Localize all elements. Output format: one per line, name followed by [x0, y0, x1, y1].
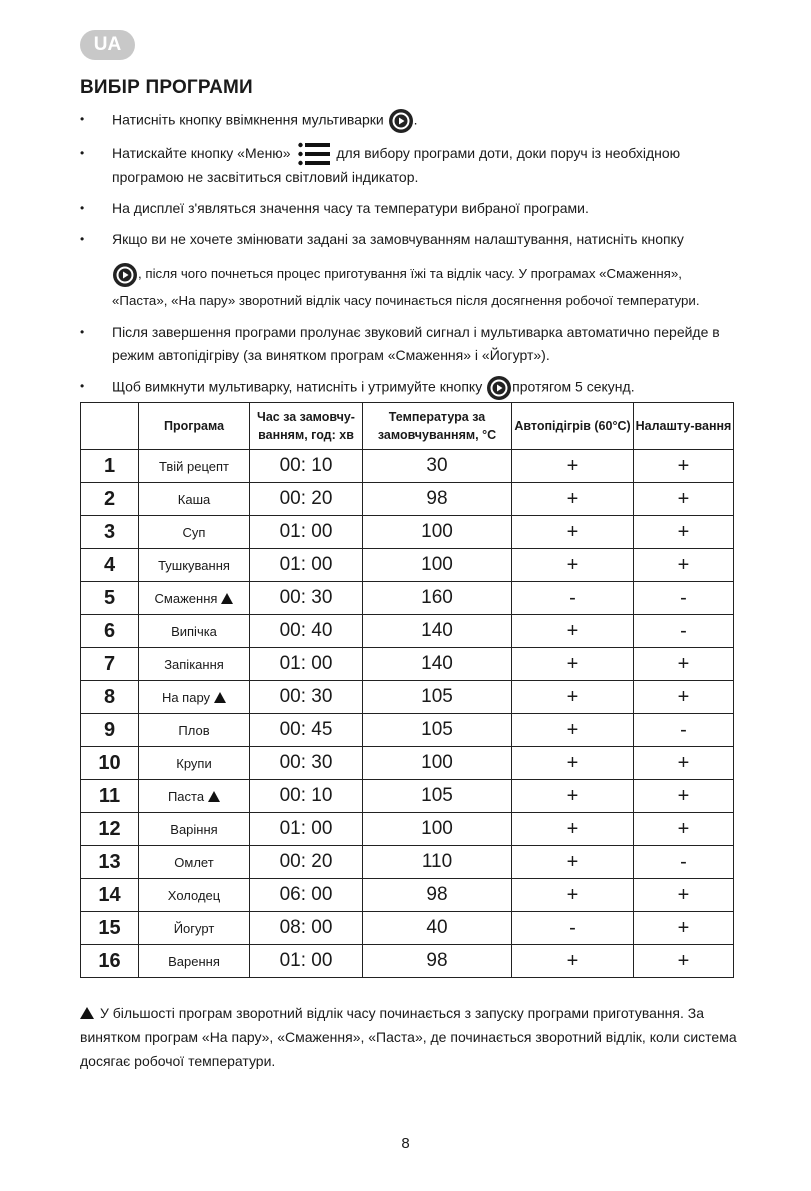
keep-warm-cell: +: [512, 945, 634, 978]
table-header-row: [81, 403, 734, 450]
keep-warm-cell: +: [512, 615, 634, 648]
program-number-cell: 4: [81, 549, 139, 582]
keep-warm-cell: +: [512, 780, 634, 813]
program-number-cell: 8: [81, 681, 139, 714]
keep-warm-cell: +: [512, 516, 634, 549]
table-row: [81, 483, 734, 516]
program-name-cell: Смаження: [139, 582, 250, 615]
default-temperature-cell: 98: [363, 879, 512, 912]
default-time-cell: 01: 00: [250, 516, 363, 549]
default-temperature-cell: 140: [363, 615, 512, 648]
default-time-cell: 00: 20: [250, 846, 363, 879]
instruction-item: • Якщо ви не хочете змінювати задані за замовчуванням налаштування, натисніть кнопку , після чого почнеться процес приготування їжі та відлік часу. У програмах «Смаження», «Паста», «На пару» зворотний відлік часу починається після досягнення робочої температури.: [80, 228, 735, 312]
instruction-item: • На дисплеї з'являться значення часу та температури вибраної програми.: [80, 197, 735, 220]
program-number-cell: 6: [81, 615, 139, 648]
language-badge: UA: [80, 30, 135, 60]
table-row: [81, 681, 734, 714]
program-name-cell: Запікання: [139, 648, 250, 681]
default-temperature-cell: 110: [363, 846, 512, 879]
default-time-cell: 00: 30: [250, 747, 363, 780]
default-temperature-cell: 100: [363, 747, 512, 780]
header-program: Програма: [139, 403, 250, 450]
default-time-cell: 00: 20: [250, 483, 363, 516]
default-time-cell: 08: 00: [250, 912, 363, 945]
program-name-cell: Омлет: [139, 846, 250, 879]
program-name-cell: Варення: [139, 945, 250, 978]
page-number: 8: [401, 1135, 410, 1152]
keep-warm-cell: +: [512, 747, 634, 780]
header-adjust: Налашту-вання: [634, 403, 734, 450]
table-body: [81, 450, 734, 978]
program-number-cell: 15: [81, 912, 139, 945]
program-name-cell: Варіння: [139, 813, 250, 846]
program-name-cell: Крупи: [139, 747, 250, 780]
program-number-cell: 10: [81, 747, 139, 780]
default-temperature-cell: 105: [363, 780, 512, 813]
default-temperature-cell: 98: [363, 945, 512, 978]
default-time-cell: 06: 00: [250, 879, 363, 912]
default-time-cell: 00: 10: [250, 780, 363, 813]
triangle-icon: [208, 791, 220, 802]
keep-warm-cell: +: [512, 549, 634, 582]
header-temperature: Температура за замовчуванням, °C: [363, 403, 512, 450]
program-number-cell: 2: [81, 483, 139, 516]
program-name-cell: Твій рецепт: [139, 450, 250, 483]
instruction-item: • Натисніть кнопку ввімкнення мультиварки .: [80, 108, 735, 134]
instruction-list: [80, 108, 735, 409]
program-number-cell: 13: [81, 846, 139, 879]
default-time-cell: 01: 00: [250, 549, 363, 582]
table-row: [81, 780, 734, 813]
instruction-item: • Після завершення програми пролунає звуковий сигнал і мультиварка автоматично перейде в режим автопідігріву (за винятком програм «Смаження» і «Йогурт»).: [80, 321, 735, 367]
page-title: ВИБІР ПРОГРАМИ: [80, 77, 253, 98]
header-number: [81, 403, 139, 450]
table-row: [81, 912, 734, 945]
default-time-cell: 00: 10: [250, 450, 363, 483]
adjustable-cell: +: [634, 516, 734, 549]
adjustable-cell: +: [634, 780, 734, 813]
program-name-cell: Каша: [139, 483, 250, 516]
keep-warm-cell: +: [512, 813, 634, 846]
program-name-cell: На пару: [139, 681, 250, 714]
table-row: [81, 714, 734, 747]
instruction-continuation: , після чого почнеться процес приготування їжі та відлік часу. У програмах «Смаження», «Паста», «На пару» зворотний відлік часу починається після досягнення робочої температури.: [112, 261, 735, 312]
adjustable-cell: +: [634, 450, 734, 483]
table-row: [81, 582, 734, 615]
menu-lines-icon: [298, 142, 330, 166]
default-time-cell: 00: 45: [250, 714, 363, 747]
default-temperature-cell: 105: [363, 714, 512, 747]
header-keep-warm: Автопідігрів (60°C): [512, 403, 634, 450]
keep-warm-cell: +: [512, 879, 634, 912]
adjustable-cell: +: [634, 945, 734, 978]
keep-warm-cell: +: [512, 648, 634, 681]
keep-warm-cell: +: [512, 450, 634, 483]
adjustable-cell: +: [634, 483, 734, 516]
default-temperature-cell: 105: [363, 681, 512, 714]
default-temperature-cell: 100: [363, 813, 512, 846]
program-number-cell: 9: [81, 714, 139, 747]
default-time-cell: 01: 00: [250, 648, 363, 681]
default-temperature-cell: 160: [363, 582, 512, 615]
keep-warm-cell: +: [512, 483, 634, 516]
program-name-cell: Паста: [139, 780, 250, 813]
table-row: [81, 450, 734, 483]
keep-warm-cell: -: [512, 582, 634, 615]
program-number-cell: 1: [81, 450, 139, 483]
adjustable-cell: -: [634, 846, 734, 879]
default-temperature-cell: 98: [363, 483, 512, 516]
table-row: [81, 813, 734, 846]
table-row: [81, 648, 734, 681]
default-time-cell: 01: 00: [250, 813, 363, 846]
table-row: [81, 945, 734, 978]
default-time-cell: 01: 00: [250, 945, 363, 978]
adjustable-cell: +: [634, 681, 734, 714]
table-row: [81, 846, 734, 879]
program-name-cell: Йогурт: [139, 912, 250, 945]
adjustable-cell: +: [634, 648, 734, 681]
default-temperature-cell: 140: [363, 648, 512, 681]
triangle-icon: [214, 692, 226, 703]
adjustable-cell: +: [634, 912, 734, 945]
table-row: [81, 879, 734, 912]
program-number-cell: 11: [81, 780, 139, 813]
header-time: Час за замовчу-ванням, год: хв: [250, 403, 363, 450]
program-name-cell: Випічка: [139, 615, 250, 648]
footnote: У більшості програм зворотний відлік часу починається з запуску програми приготування. За винятком програм «На пару», «Смаження», «Паста», де починається зворотний відлік, коли система досягає робочої температури.: [80, 1005, 737, 1069]
program-number-cell: 5: [81, 582, 139, 615]
power-button-icon: [388, 108, 414, 134]
table-row: [81, 747, 734, 780]
program-table: [80, 402, 734, 978]
program-number-cell: 14: [81, 879, 139, 912]
keep-warm-cell: +: [512, 714, 634, 747]
default-time-cell: 00: 40: [250, 615, 363, 648]
adjustable-cell: +: [634, 747, 734, 780]
keep-warm-cell: -: [512, 912, 634, 945]
table-row: [81, 549, 734, 582]
adjustable-cell: -: [634, 714, 734, 747]
program-number-cell: 12: [81, 813, 139, 846]
instruction-item: • Натискайте кнопку «Меню» для вибору програми доти, доки поруч із необхідною програмою не засвітиться світловий індикатор.: [80, 142, 735, 189]
keep-warm-cell: +: [512, 681, 634, 714]
table-row: [81, 516, 734, 549]
table-row: [81, 615, 734, 648]
program-name-cell: Суп: [139, 516, 250, 549]
adjustable-cell: +: [634, 813, 734, 846]
program-name-cell: Плов: [139, 714, 250, 747]
keep-warm-cell: +: [512, 846, 634, 879]
default-temperature-cell: 100: [363, 516, 512, 549]
program-number-cell: 16: [81, 945, 139, 978]
instruction-item: • Щоб вимкнути мультиварку, натисніть і утримуйте кнопку протягом 5 секунд.: [80, 375, 735, 401]
default-time-cell: 00: 30: [250, 681, 363, 714]
adjustable-cell: -: [634, 582, 734, 615]
default-time-cell: 00: 30: [250, 582, 363, 615]
triangle-icon: [221, 593, 233, 604]
adjustable-cell: +: [634, 879, 734, 912]
program-number-cell: 3: [81, 516, 139, 549]
program-number-cell: 7: [81, 648, 139, 681]
power-button-icon: [486, 375, 512, 401]
default-temperature-cell: 40: [363, 912, 512, 945]
program-name-cell: Холодец: [139, 879, 250, 912]
triangle-icon: [80, 1007, 94, 1019]
program-name-cell: Тушкування: [139, 549, 250, 582]
default-temperature-cell: 100: [363, 549, 512, 582]
default-temperature-cell: 30: [363, 450, 512, 483]
adjustable-cell: -: [634, 615, 734, 648]
power-button-icon: [112, 262, 138, 288]
adjustable-cell: +: [634, 549, 734, 582]
